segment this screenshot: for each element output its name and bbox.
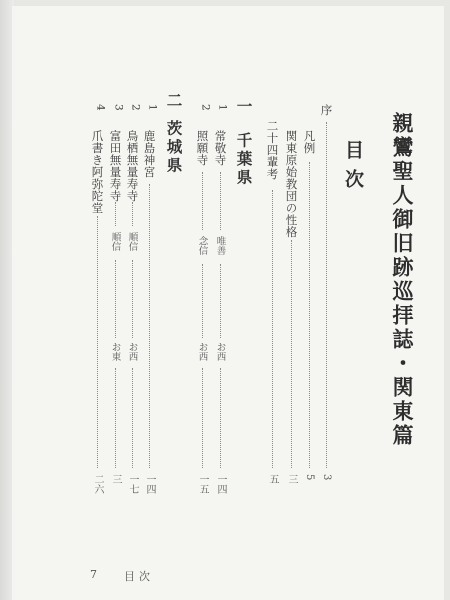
entry-number: 1 <box>216 104 229 111</box>
page-ref-tomita-muryojuji: 三 <box>110 474 121 484</box>
toc-entry-torisu-muryojuji: 鳥栖無量寿寺 <box>125 130 140 202</box>
dot-leader <box>202 264 203 338</box>
section-number-2: 二 <box>164 92 184 111</box>
dot-leader <box>115 260 116 338</box>
toc-heading: 目次 <box>342 140 364 198</box>
entry-author: 念信 <box>196 236 208 255</box>
dot-leader <box>220 172 221 230</box>
entry-number: 3 <box>112 104 125 111</box>
section-title-ibaraki: 茨城県 <box>164 120 184 176</box>
entry-number: 2 <box>129 104 142 111</box>
book-page <box>12 6 444 600</box>
page-ref-jokyoji: 一四 <box>215 474 226 494</box>
dot-leader <box>115 368 116 468</box>
dot-leader <box>220 264 221 338</box>
page-ref-tsumegaki-amidado: 二六 <box>92 474 103 494</box>
entry-number: 2 <box>199 104 212 111</box>
section-title-chiba: 千葉県 <box>234 132 254 188</box>
toc-entry-tsumegaki-amidado: 爪書き阿弥陀堂 <box>90 130 105 214</box>
footer-page-number: 7 <box>90 568 101 581</box>
page-ref-kashima-jingu: 一四 <box>144 474 155 494</box>
page-ref-torisu-muryojuji: 一七 <box>127 474 138 494</box>
dot-leader <box>326 122 327 468</box>
dot-leader <box>220 368 221 468</box>
toc-entry-shoganji: 照願寺 <box>195 130 210 166</box>
toc-entry-kanto-community: 関東原始教団の性格 <box>284 130 299 238</box>
entry-author: 順信 <box>126 232 138 251</box>
toc-entry-tomita-muryojuji: 富田無量寿寺 <box>108 130 123 202</box>
entry-author: 唯善 <box>214 236 226 255</box>
section-number-1: 一 <box>234 98 254 117</box>
page-ref-notes: 5 <box>304 474 315 481</box>
dot-leader <box>132 202 133 226</box>
entry-lineage: お東 <box>109 342 121 361</box>
dot-leader <box>97 216 98 468</box>
entry-author: 順信 <box>109 232 121 251</box>
toc-entry-notes: 凡例 <box>302 130 317 154</box>
dot-leader <box>132 368 133 468</box>
dot-leader <box>291 240 292 468</box>
page-ref-24-disciples: 五 <box>267 474 278 484</box>
footer-label: 目次 <box>124 570 154 583</box>
page-ref-preface: 3 <box>321 474 332 481</box>
toc-entry-jokyoji: 常敬寺 <box>213 130 228 166</box>
dot-leader <box>115 202 116 226</box>
dot-leader <box>202 368 203 468</box>
page-ref-shoganji: 一五 <box>197 474 208 494</box>
page-ref-kanto-community: 三 <box>286 474 297 484</box>
dot-leader <box>132 260 133 338</box>
entry-number: 1 <box>146 104 159 111</box>
dot-leader <box>149 184 150 468</box>
dot-leader <box>272 190 273 468</box>
entry-lineage: お西 <box>214 342 226 361</box>
book-title: 親鸞聖人御旧跡巡拝誌・関東篇 <box>390 112 415 448</box>
dot-leader <box>202 172 203 230</box>
entry-lineage: お西 <box>196 342 208 361</box>
toc-entry-preface: 序 <box>319 104 334 116</box>
entry-number: 4 <box>94 104 107 111</box>
toc-entry-24-disciples: 二十四輩考 <box>265 120 280 180</box>
dot-leader <box>309 162 310 468</box>
entry-lineage: お西 <box>126 342 138 361</box>
toc-entry-kashima-jingu: 鹿島神宮 <box>142 130 157 178</box>
